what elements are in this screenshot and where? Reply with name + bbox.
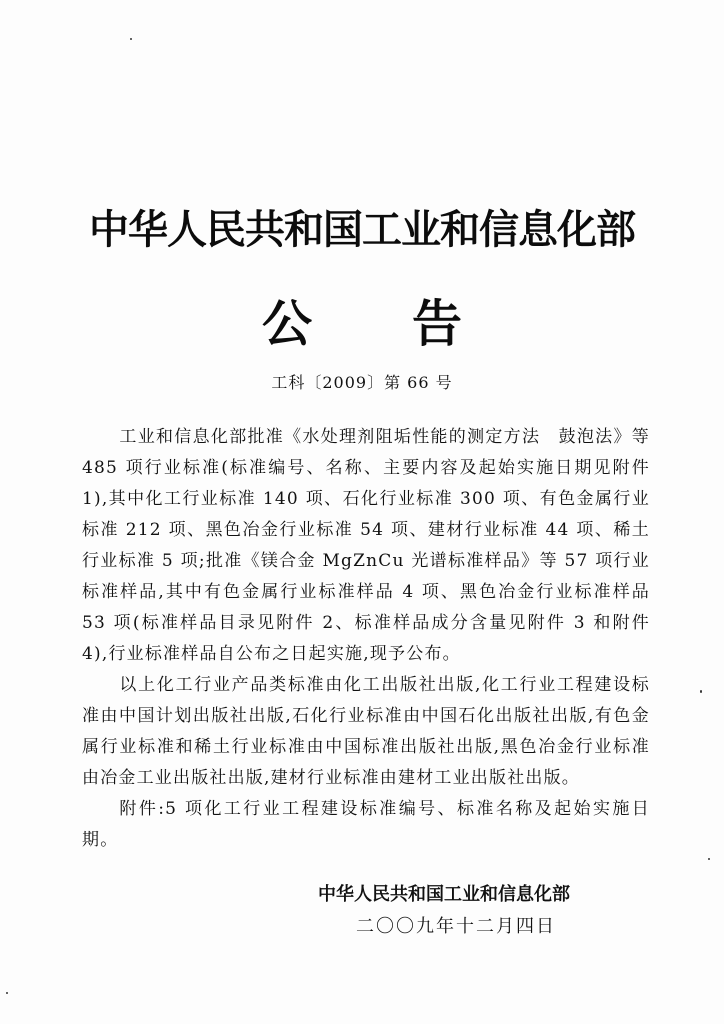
scan-speck (6, 992, 8, 994)
paragraph-publishers: 以上化工行业产品类标准由化工出版社出版,化工行业工程建设标准由中国计划出版社出版,石化行业标准由中国石化出版社出版,有色金属行业标准和稀土行业标准由中国标准出版社出版,黑色冶金行业标准由冶金工业出版社出版,建材行业标准由建材工业出版社出版。 (82, 675, 650, 788)
paragraph-attachment: 附件:5 项化工行业工程建设标准编号、标准名称及起始实施日期。 (82, 799, 650, 850)
ministry-title: 中华人民共和国工业和信息化部 (89, 207, 635, 253)
scan-speck (700, 690, 702, 693)
scan-speck (708, 858, 710, 860)
paragraph-approval: 工业和信息化部批准《水处理剂阻垢性能的测定方法 鼓泡法》等 485 项行业标准(标准编号、名称、主要内容及起始实施日期见附件 1),其中化工行业标准 140 项、石化行业标准 300 项、有色金属行业标准 212 项、黑色冶金行业标准 54 项、建材行业标准 44 项、稀土行业标准 5 项;批准《镁合金 MgZnCu 光谱标准样品》等 57 项行业标准样品,其中有色金属行业标准样品 4 项、黑色冶金行业标准样品 53 项(标准样品目录见附件 2、标准样品成分含量见附件 3 和附件 4),行业标准样品自公布之日起实施,现予公布。 (82, 427, 650, 664)
document-number: 工科〔2009〕第 66 号 (271, 373, 453, 392)
scan-speck (130, 38, 132, 40)
notice-body (82, 422, 650, 856)
notice-title: 公告 (262, 295, 562, 353)
issuer-signature: 中华人民共和国工业和信息化部 (318, 884, 570, 905)
issue-date: 二〇〇九年十二月四日 (356, 916, 556, 937)
